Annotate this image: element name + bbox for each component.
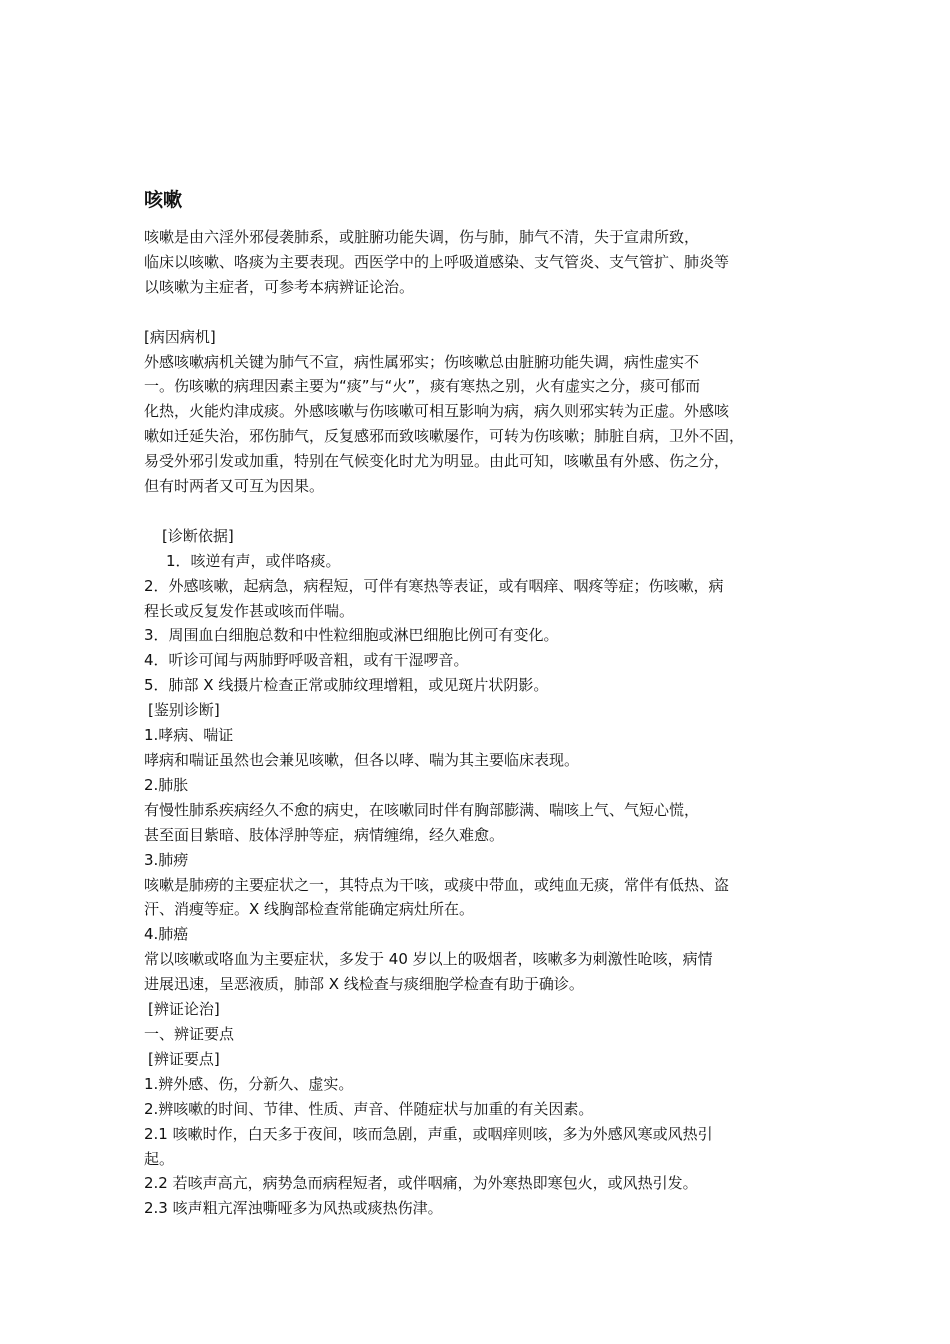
diagnosis-item: 4．听诊可闻与两肺野呼吸音粗，或有干湿啰音。 xyxy=(144,651,469,670)
differential-section xyxy=(144,698,814,997)
intro-line: 咳嗽是由六淫外邪侵袭肺系，或脏腑功能失调，伤与肺，肺气不清，失于宣肃所致， xyxy=(144,228,700,246)
differential-text: 进展迅速，呈恶液质，肺部 X 线检查与痰细胞学检查有助于确诊。 xyxy=(144,975,584,994)
etiology-line: 外感咳嗽病机关键为肺气不宣，病性属邪实；伤咳嗽总由脏腑功能失调，病性虚实不 xyxy=(144,352,700,371)
document-title: 咳嗽 xyxy=(144,189,183,211)
document-page xyxy=(144,186,814,1221)
differential-heading: [鉴别诊断] xyxy=(148,701,220,720)
etiology-heading: [病因病机] xyxy=(144,327,216,346)
differential-text: 常以咳嗽或咯血为主要症状，多发于 40 岁以上的吸烟者，咳嗽多为刺激性呛咳，病情 xyxy=(144,950,713,969)
differential-text: 汗、消瘦等症。X 线胸部检查常能确定病灶所在。 xyxy=(144,900,475,919)
etiology-line: 嗽如迁延失治，邪伤肺气，反复感邪而致咳嗽屡作，可转为伤咳嗽；肺脏自病，卫外不固， xyxy=(144,427,745,446)
treatment-point-continued: 起。 xyxy=(144,1149,175,1168)
intro-line: 临床以咳嗽、咯痰为主要表现。西医学中的上呼吸道感染、支气管炎、支气管扩、肺炎等 xyxy=(144,252,730,271)
diagnosis-heading: [诊断依据] xyxy=(162,526,234,545)
differential-subtitle: 1.哮病、喘证 xyxy=(144,726,234,745)
treatment-point: 1.辨外感、伤，分新久、虚实。 xyxy=(144,1074,354,1093)
differential-text: 哮病和喘证虽然也会兼见咳嗽，但各以哮、喘为其主要临床表现。 xyxy=(144,751,580,769)
treatment-section xyxy=(144,997,814,1221)
differential-subtitle: 3.肺痨 xyxy=(144,850,189,869)
etiology-line: 化热，火能灼津成痰。外感咳嗽与伤咳嗽可相互影响为病，病久则邪实转为正虚。外感咳 xyxy=(144,402,730,421)
differential-subtitle: 2.肺胀 xyxy=(144,775,189,794)
spacer xyxy=(144,300,814,325)
etiology-section xyxy=(144,325,814,499)
diagnosis-section xyxy=(144,524,814,698)
diagnosis-item: 5．肺部 X 线摄片检查正常或肺纹理增粗，或见斑片状阴影。 xyxy=(144,676,549,695)
diagnosis-item-continued: 程长或反复发作甚或咳而伴喘。 xyxy=(144,601,355,620)
treatment-subheading: [辨证要点] xyxy=(148,1049,220,1068)
etiology-line: 易受外邪引发或加重，特别在气候变化时尤为明显。由此可知，咳嗽虽有外感、伤之分， xyxy=(144,452,730,471)
differential-text: 有慢性肺系疾病经久不愈的病史，在咳嗽同时伴有胸部膨满、喘咳上气、气短心慌， xyxy=(144,800,700,819)
differential-text: 甚至面目紫暗、肢体浮肿等症，病情缠绵，经久难愈。 xyxy=(144,825,505,844)
treatment-heading: [辨证论治] xyxy=(148,1000,220,1019)
etiology-line: 但有时两者又可互为因果。 xyxy=(144,477,325,496)
treatment-subtitle: 一、辨证要点 xyxy=(144,1024,235,1043)
diagnosis-item: 1．咳逆有声，或伴咯痰。 xyxy=(166,551,341,570)
etiology-line: 一。伤咳嗽的病理因素主要为“痰”与“火”，痰有寒热之别，火有虚实之分，痰可郁而 xyxy=(144,377,701,396)
diagnosis-item: 3．周围血白细胞总数和中性粒细胞或淋巴细胞比例可有变化。 xyxy=(144,626,559,645)
diagnosis-item: 2．外感咳嗽，起病急，病程短，可伴有寒热等表证，或有咽痒、咽疼等症；伤咳嗽，病 xyxy=(144,576,724,595)
spacer xyxy=(144,499,814,524)
differential-text: 咳嗽是肺痨的主要症状之一，其特点为干咳，或痰中带血，或纯血无痰，常伴有低热、盗 xyxy=(144,875,730,894)
intro-paragraph xyxy=(144,225,814,300)
treatment-point: 2.2 若咳声高亢，病势急而病程短者，或伴咽痛，为外寒热即寒包火，或风热引发。 xyxy=(144,1174,698,1193)
differential-subtitle: 4.肺癌 xyxy=(144,925,189,944)
treatment-point: 2.辨咳嗽的时间、节律、性质、声音、伴随症状与加重的有关因素。 xyxy=(144,1099,594,1118)
intro-line: 以咳嗽为主症者，可参考本病辨证论治。 xyxy=(144,277,415,296)
treatment-point: 2.3 咳声粗亢浑浊嘶哑多为风热或痰热伤津。 xyxy=(144,1199,443,1218)
treatment-point: 2.1 咳嗽时作，白天多于夜间，咳而急剧，声重，或咽痒则咳，多为外感风寒或风热引 xyxy=(144,1124,713,1143)
